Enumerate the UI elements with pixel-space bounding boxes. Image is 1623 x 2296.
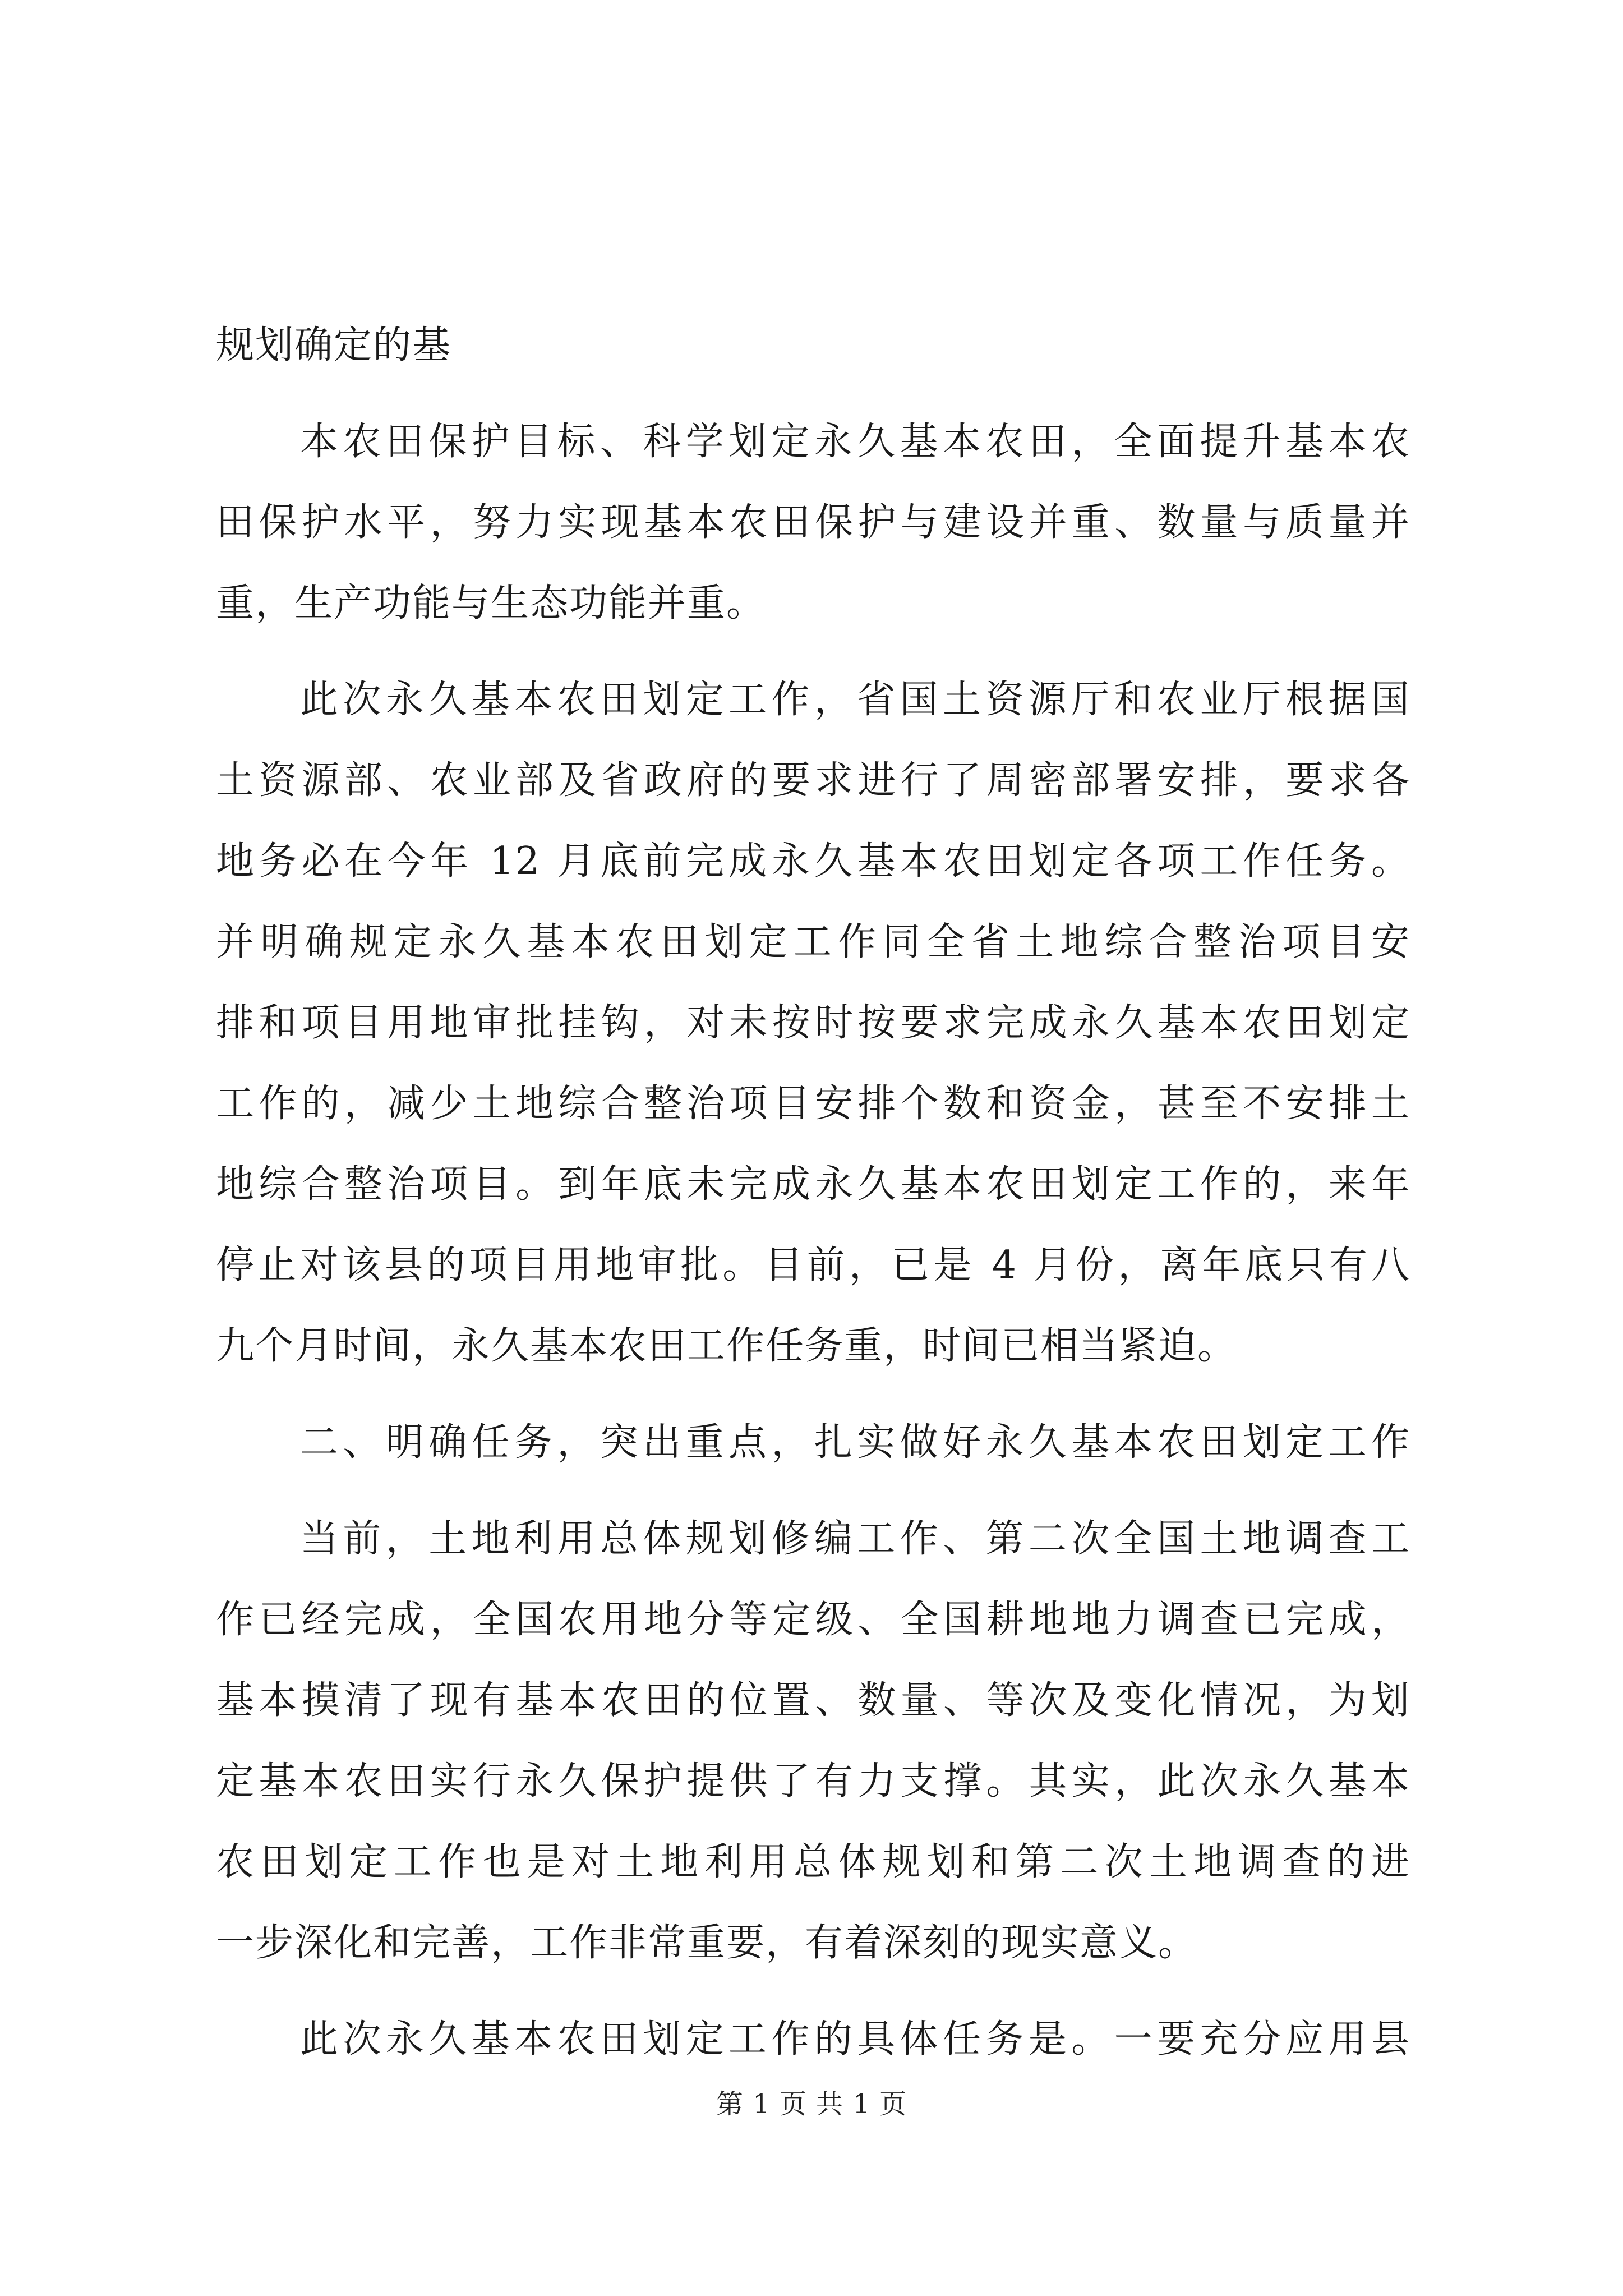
text-line: 停止对该县的项目用地审批。目前，已是 4 月份，离年底只有八: [216, 1243, 1410, 1287]
text-line: 地务必在今年 12 月底前完成永久基本农田划定各项工作任务。: [216, 839, 1410, 884]
text-line: 本农田保护目标、科学划定永久基本农田，全面提升基本农: [300, 420, 1410, 464]
text-line: 当前，土地利用总体规划修编工作、第二次全国土地调查工: [300, 1517, 1410, 1561]
text-line: 工作的，减少土地综合整治项目安排个数和资金，甚至不安排土: [216, 1082, 1410, 1126]
text-line: 此次永久基本农田划定工作的具体任务是。一要充分应用县: [300, 2017, 1410, 2062]
text-line: 田保护水平，努力实现基本农田保护与建设并重、数量与质量并: [216, 500, 1410, 545]
text-line: 土资源部、农业部及省政府的要求进行了周密部署安排，要求各: [216, 758, 1410, 803]
body-text: [216, 305, 1410, 2080]
text-line: 定基本农田实行永久保护提供了有力支撑。其实，此次永久基本: [216, 1759, 1410, 1803]
text-line: 此次永久基本农田划定工作，省国土资源厅和农业厅根据国: [300, 678, 1410, 722]
text-line: 农田划定工作也是对土地利用总体规划和第二次土地调查的进: [216, 1840, 1410, 1884]
text-line: 九个月时间，永久基本农田工作任务重，时间已相当紧迫。: [216, 1324, 1237, 1368]
text-line: 地综合整治项目。到年底未完成永久基本农田划定工作的，来年: [216, 1162, 1410, 1207]
text-line: 基本摸清了现有基本农田的位置、数量、等次及变化情况，为划: [216, 1678, 1410, 1723]
text-line: 一步深化和完善，工作非常重要，有着深刻的现实意义。: [216, 1921, 1198, 1965]
text-line: 并明确规定永久基本农田划定工作同全省土地综合整治项目安: [216, 920, 1410, 964]
text-line: 作已经完成，全国农用地分等定级、全国耕地地力调查已完成，: [216, 1598, 1410, 1642]
page-footer: 第 1 页 共 1 页: [716, 2088, 907, 2120]
text-line: 重，生产功能与生态功能并重。: [216, 581, 766, 625]
section-heading: 二、明确任务，突出重点，扎实做好永久基本农田划定工作: [300, 1420, 1410, 1465]
text-line: 排和项目用地审批挂钩，对未按时按要求完成永久基本农田划定: [216, 1001, 1410, 1045]
text-line: 规划确定的基: [216, 323, 452, 367]
